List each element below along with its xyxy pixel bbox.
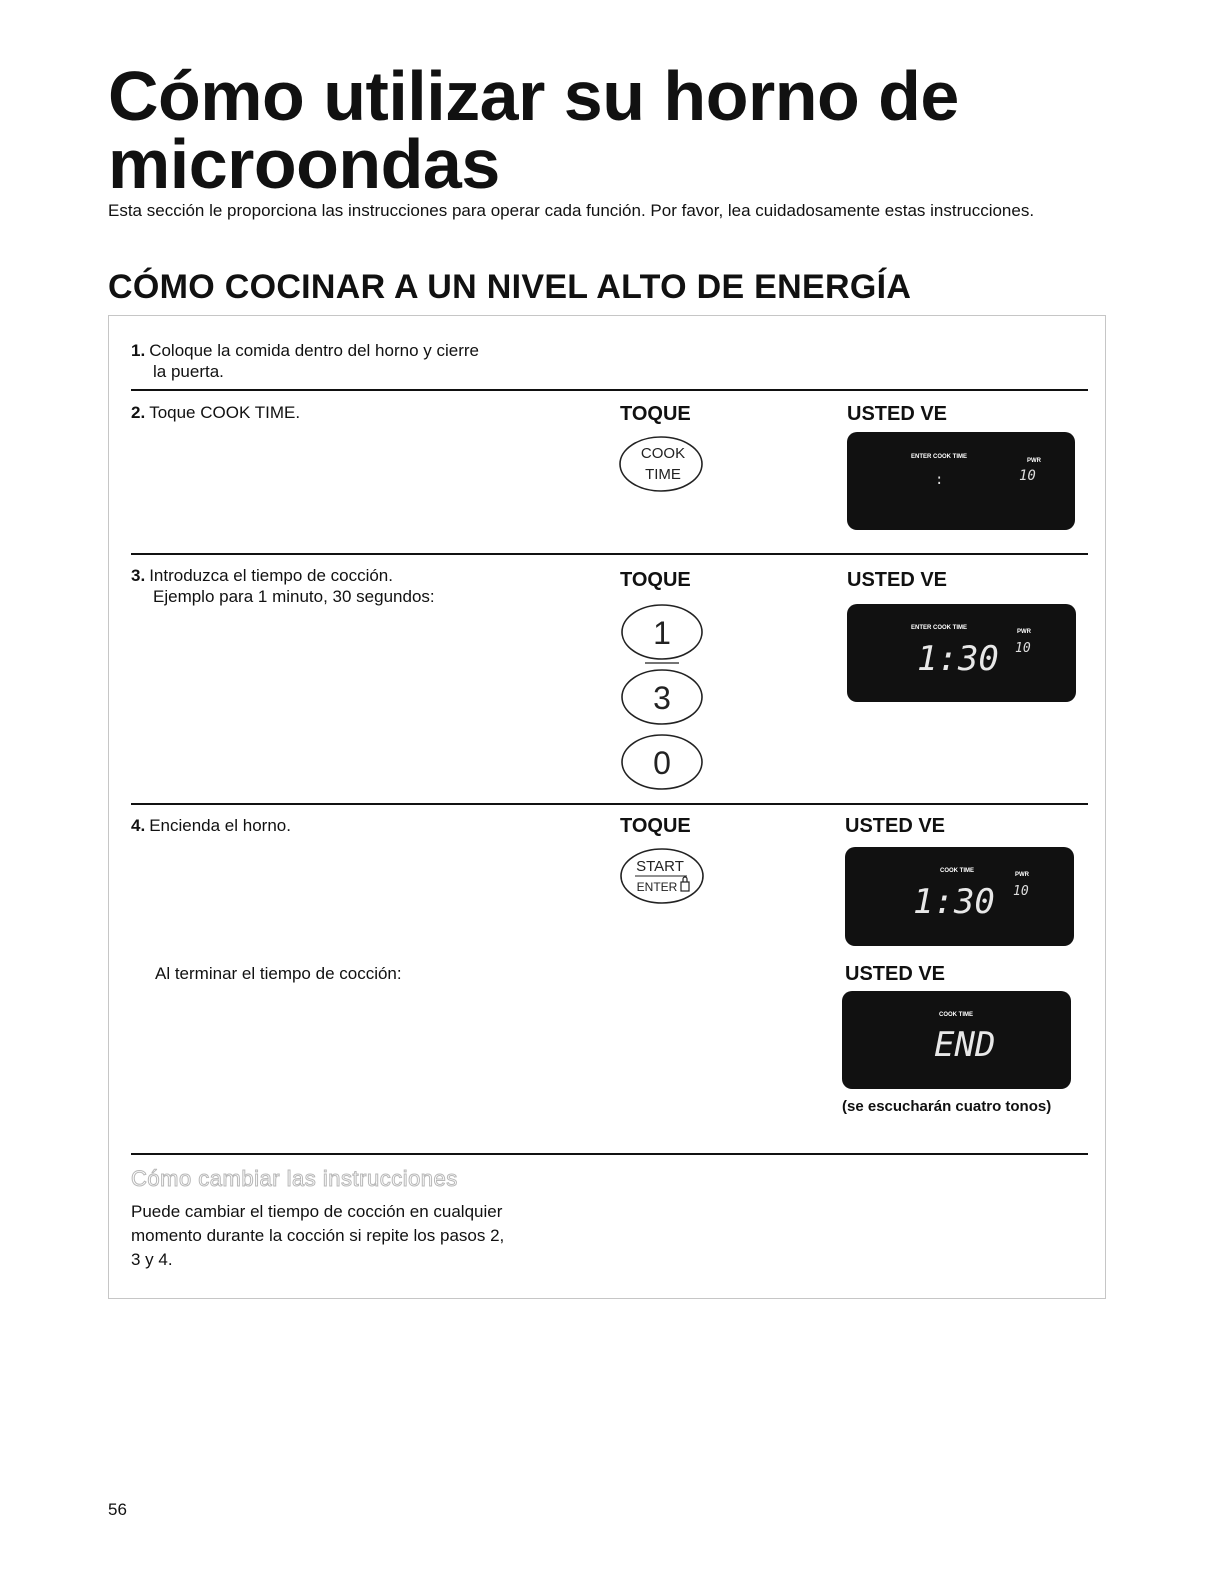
divider — [131, 389, 1088, 391]
touch-label: TOQUE — [620, 569, 691, 591]
indicator-text: ENTER COOK TIME — [910, 454, 968, 460]
enter-label: ENTER — [636, 880, 678, 894]
step-number: 4. — [131, 816, 146, 835]
step-text: Coloque la comida dentro del horno y cierre — [149, 341, 479, 360]
power-level: 10 — [1013, 884, 1029, 899]
power-level: 10 — [1019, 468, 1036, 484]
you-see-label: USTED VE — [845, 815, 946, 837]
divider — [131, 553, 1088, 555]
intro-text: Esta sección le proporciona las instrucciones para operar cada función. Por favor, lea cuidadosamente estas instrucciones. — [108, 201, 1035, 220]
step-number: 1. — [131, 341, 146, 360]
digit-3-button[interactable] — [622, 670, 702, 724]
display-digits: 1:30 — [913, 882, 995, 922]
power-level: 10 — [1015, 641, 1031, 656]
display-digits: 1:30 — [917, 639, 999, 679]
step-1 — [131, 340, 591, 382]
touch-label: TOQUE — [620, 815, 691, 837]
step-number: 3. — [131, 566, 146, 585]
step-text: Introduzca el tiempo de cocción. — [149, 566, 393, 585]
display-digits: : — [935, 472, 944, 488]
pwr-indicator: PWR — [1027, 458, 1041, 464]
step-3 — [131, 565, 591, 607]
tones-note: (se escucharán cuatro tonos) — [842, 1098, 1052, 1115]
digit-label: 1 — [653, 615, 671, 651]
cook-time-button[interactable] — [617, 434, 707, 494]
start-enter-button[interactable] — [617, 845, 709, 907]
step-text: Encienda el horno. — [149, 816, 291, 835]
page-number: 56 — [108, 1500, 127, 1519]
indicator-text: ENTER COOK TIME — [910, 625, 968, 631]
time-label: TIME — [645, 466, 681, 483]
display-digits: END — [934, 1025, 996, 1065]
oven-display-3 — [845, 847, 1074, 946]
after-cooking-text: Al terminar el tiempo de cocción: — [155, 964, 402, 983]
you-see-label: USTED VE — [845, 963, 946, 985]
step-text-continued: la puerta. — [153, 362, 224, 381]
digit-1-button[interactable] — [622, 605, 702, 659]
start-label: START — [636, 858, 684, 875]
you-see-label: USTED VE — [847, 403, 948, 425]
cook-label: COOK — [640, 445, 686, 462]
step-text: Toque COOK TIME. — [149, 403, 301, 422]
divider — [131, 1153, 1088, 1155]
pwr-indicator: PWR — [1017, 629, 1031, 635]
oven-display-4 — [842, 991, 1071, 1089]
pwr-indicator: PWR — [1015, 872, 1029, 878]
touch-label: TOQUE — [620, 403, 691, 425]
digit-label: 0 — [653, 745, 671, 781]
step-text-continued: Ejemplo para 1 minuto, 30 segundos: — [153, 587, 435, 606]
step-number: 2. — [131, 403, 146, 422]
indicator-text: COOK TIME — [940, 868, 974, 874]
you-see-label: USTED VE — [847, 569, 948, 591]
digit-buttons — [617, 600, 709, 790]
step-2 — [131, 402, 591, 423]
digit-label: 3 — [653, 680, 671, 716]
digit-0-button[interactable] — [622, 735, 702, 789]
oven-display-2 — [847, 604, 1076, 702]
step-4 — [131, 815, 591, 836]
oven-display-1 — [847, 432, 1075, 530]
indicator-text: COOK TIME — [939, 1012, 973, 1018]
page-title: Cómo utilizar su horno de microondas — [108, 57, 959, 203]
change-instructions-text: Puede cambiar el tiempo de cocción en cualquier momento durante la cocción si repite los pasos 2, 3 y 4. — [131, 1202, 505, 1269]
section-title: CÓMO COCINAR A UN NIVEL ALTO DE ENERGÍA — [108, 268, 912, 306]
divider — [131, 803, 1088, 805]
change-instructions-heading: Cómo cambiar las instrucciones — [131, 1166, 458, 1191]
